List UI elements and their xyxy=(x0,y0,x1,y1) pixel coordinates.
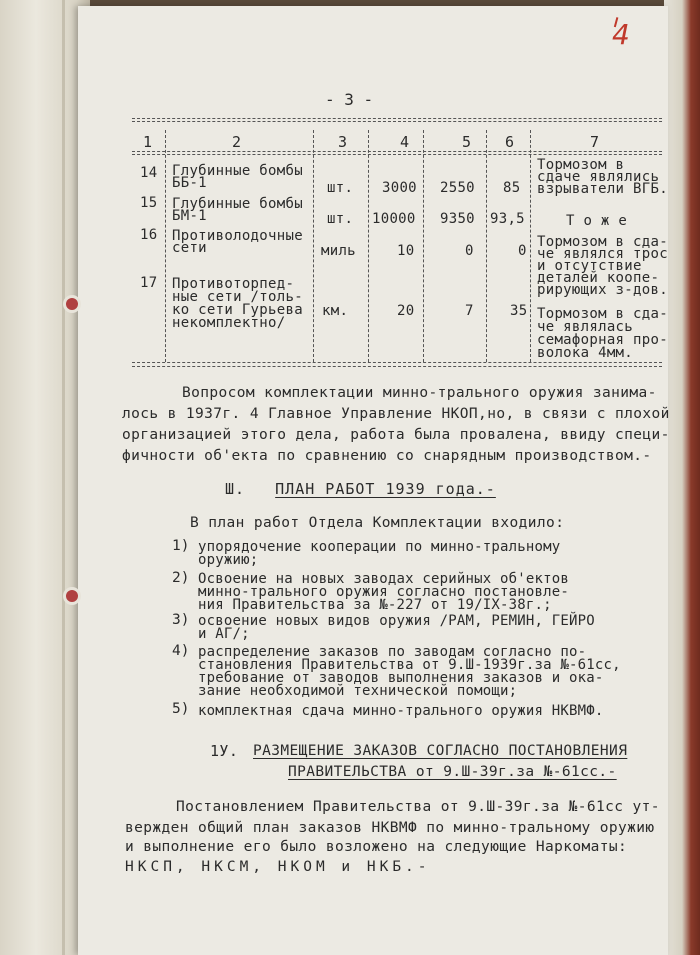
table-header-cell: 4 xyxy=(400,133,410,151)
row-name-line: Противолодочные xyxy=(172,228,303,244)
row-name-line: сети xyxy=(172,240,207,256)
table-col-divider xyxy=(313,130,314,362)
section-4-number: 1У. xyxy=(210,742,239,760)
row-value-c6: 85 xyxy=(503,180,521,196)
list-number: 5) xyxy=(172,701,190,717)
list-item-line: Освоение на новых заводах серийных об'ектов xyxy=(198,571,570,587)
row-name-line: Глубинные бомбы xyxy=(172,163,303,179)
list-number: 4) xyxy=(172,643,190,659)
row-value-c6: 35 xyxy=(510,303,528,319)
table-col-divider xyxy=(530,130,531,362)
section-4-title-line1: РАЗМЕЩЕНИЕ ЗАКАЗОВ СОГЛАСНО ПОСТАНОВЛЕНИЯ xyxy=(253,743,628,759)
paragraph-line: Постановлением Правительства от 9.Ш-39г.за №-61сс ут- xyxy=(176,799,660,815)
table-rule-top-2 xyxy=(132,121,662,122)
paragraph-last-line: НКСП, НКСМ, НКОМ и НКБ.- xyxy=(125,859,431,875)
paragraph-line: и выполнение его было возложено на следующие Наркоматы: xyxy=(125,839,628,855)
table-col-divider xyxy=(486,130,487,362)
table-rule-bottom xyxy=(132,362,662,363)
list-item-line: упорядочение кооперации по минно-тральному xyxy=(198,539,561,555)
table-header-cell: 2 xyxy=(232,133,242,151)
row-name-line: Противоторпед- xyxy=(172,276,295,292)
section-3-title: ПЛАН РАБОТ 1939 года.- xyxy=(275,480,496,498)
paragraph-line: лось в 1937г. 4 Главное Управление НКОП,но, в связи с плохой xyxy=(122,406,670,422)
table-header-cell: 3 xyxy=(338,133,348,151)
paragraph-line: фичности об'екта по сравнению со снарядным производством.- xyxy=(122,448,652,464)
paragraph-line: организацией этого дела, работа была провалена, ввиду специ- xyxy=(122,427,670,443)
row-unit: шт. xyxy=(327,180,354,196)
section-3-number: Ш. xyxy=(225,480,246,498)
row-name-line: ные сети /толь- xyxy=(172,289,303,305)
binding-hole xyxy=(66,298,78,310)
table-rule-top xyxy=(132,118,662,119)
row-note-line: рирующих з-дов. xyxy=(537,282,668,298)
binding-hole xyxy=(66,590,78,602)
list-item-line: оружию; xyxy=(198,552,259,568)
section-3-heading xyxy=(225,480,496,498)
row-number: 16 xyxy=(140,227,158,243)
row-name-line: ББ-1 xyxy=(172,175,207,191)
paragraph-line: Вопросом комплектации минно-трального оружия занима- xyxy=(182,385,657,401)
list-item-line: и АГ/; xyxy=(198,626,250,642)
row-value-c4: 10000 xyxy=(372,211,416,227)
row-note-line: Тормозом в сда- xyxy=(537,234,668,250)
row-value-c5: 7 xyxy=(465,303,474,319)
row-name-line: БМ-1 xyxy=(172,208,207,224)
table-header-cell: 5 xyxy=(462,133,472,151)
list-number: 1) xyxy=(172,538,190,554)
row-note-line: че являлась xyxy=(537,319,634,335)
row-value-c5: 2550 xyxy=(440,180,475,196)
row-name-line: Глубинные бомбы xyxy=(172,196,303,212)
row-name-line: ко сети Гурьева xyxy=(172,302,303,318)
row-note-line: сдаче являлись xyxy=(537,169,660,185)
right-pages-stack xyxy=(664,0,700,955)
list-item-line: минно-трального оружия согласно постановле- xyxy=(198,584,570,600)
list-item-line: зание необходимой технической помощи; xyxy=(198,683,518,699)
row-name-line: некомплектно/ xyxy=(172,315,286,331)
row-number: 15 xyxy=(140,195,158,211)
list-item-line: требование от заводов выполнения заказов и ока- xyxy=(198,670,604,686)
row-note-line: взрыватели ВГБ. xyxy=(537,181,668,197)
table-col-divider xyxy=(423,130,424,362)
page-header: - 3 - xyxy=(325,90,374,109)
list-item-line: освоение новых видов оружия /РАМ, РЕМИН, ГЕЙРО xyxy=(198,613,595,629)
row-note-line: Т о ж е xyxy=(566,213,628,229)
row-value-c5: 0 xyxy=(465,243,474,259)
page-edge xyxy=(62,0,65,955)
table-header-cell: 6 xyxy=(505,133,515,151)
list-item-line: распределение заказов по заводам согласно по- xyxy=(198,644,587,660)
left-pages-stack xyxy=(0,0,90,955)
row-note-line: семафорная про- xyxy=(537,332,668,348)
table-header-cell: 1 xyxy=(143,133,153,151)
list-number: 3) xyxy=(172,612,190,628)
row-value-c4: 10 xyxy=(397,243,415,259)
row-note-line: Тормозом в сда- xyxy=(537,306,668,322)
row-unit: миль xyxy=(321,243,356,259)
row-value-c4: 3000 xyxy=(382,180,417,196)
table-col-divider xyxy=(368,130,369,362)
row-value-c4: 20 xyxy=(397,303,415,319)
row-unit: шт. xyxy=(327,211,354,227)
table-col-divider xyxy=(165,130,166,362)
row-note-line: волока 4мм. xyxy=(537,345,634,361)
row-note-line: деталей коопе- xyxy=(537,270,660,286)
handwritten-page-number: 4 xyxy=(612,18,630,51)
list-item-line: комплектная сдача минно-трального оружия НКВМФ. xyxy=(198,703,604,719)
list-item-line: ния Правительства за №-227 от 19/IX-38г.; xyxy=(198,597,552,613)
row-value-c6: 93,5 xyxy=(490,211,525,227)
table-rule-header xyxy=(132,151,662,152)
list-number: 2) xyxy=(172,570,190,586)
section-4-title-line2: ПРАВИТЕЛЬСТВА от 9.Ш-39г.за №-61сс.- xyxy=(288,764,617,780)
row-value-c6: 0 xyxy=(518,243,527,259)
table-rule-header-2 xyxy=(132,154,662,155)
row-number: 17 xyxy=(140,275,158,291)
row-value-c5: 9350 xyxy=(440,211,475,227)
row-note-line: и отсутствие xyxy=(537,258,642,274)
row-note-line: Тормозом в xyxy=(537,157,625,173)
list-item-line: становления Правительства от 9.Ш-1939г.за №-61сс, xyxy=(198,657,621,673)
row-number: 14 xyxy=(140,165,158,181)
row-unit: км. xyxy=(322,303,349,319)
table-header-cell: 7 xyxy=(590,133,600,151)
section-3-intro: В план работ Отдела Комплектации входило: xyxy=(190,515,565,531)
row-note-line: че являлся трос xyxy=(537,246,668,262)
table-rule-bottom-2 xyxy=(132,366,662,367)
paragraph-line: вержден общий план заказов НКВМФ по минно-тральному оружию xyxy=(125,820,655,836)
